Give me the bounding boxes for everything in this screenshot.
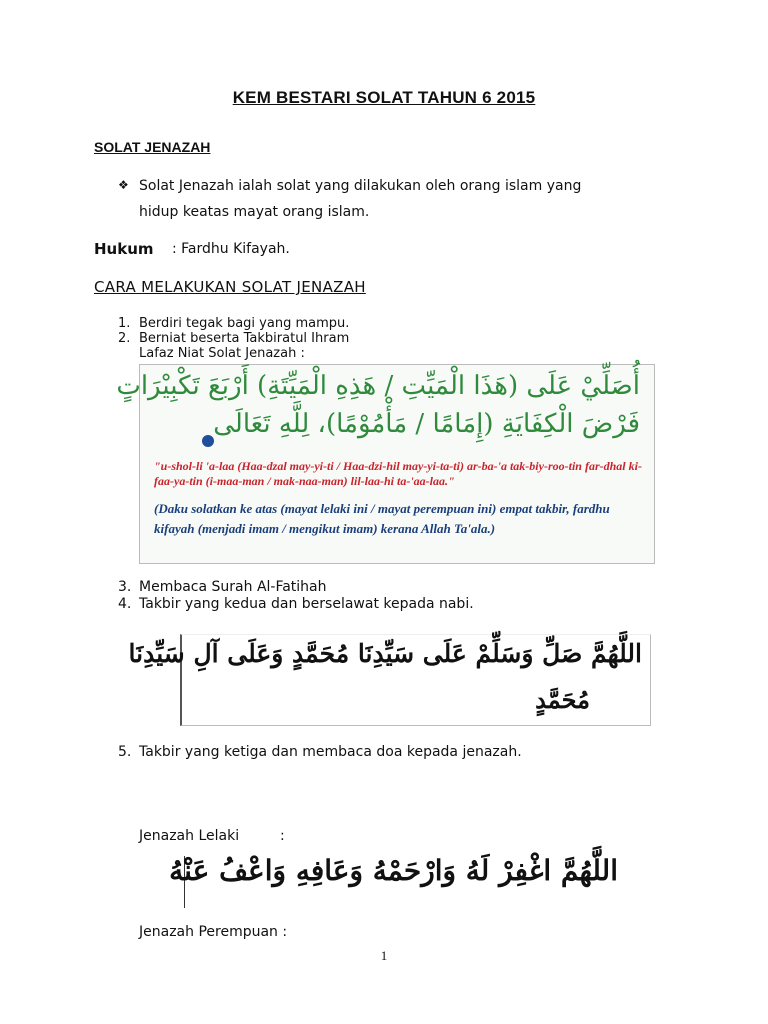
step-number: 1. xyxy=(118,316,131,331)
niat-image xyxy=(116,364,655,564)
step-text: Takbir yang ketiga dan membaca doa kepada jenazah. xyxy=(139,744,522,760)
step-number: 5. xyxy=(118,744,132,760)
step-text: Takbir yang kedua dan berselawat kepada nabi. xyxy=(139,596,474,612)
step-text: Membaca Surah Al-Fatihah xyxy=(139,579,327,595)
section-heading-solat-jenazah: SOLAT JENAZAH xyxy=(94,139,211,155)
definition-line-2: hidup keatas mayat orang islam. xyxy=(139,204,370,220)
jenazah-perempuan-label: Jenazah Perempuan : xyxy=(139,924,288,940)
niat-meaning: (Daku solatkan ke atas (mayat lelaki ini / mayat perempuan ini) empat takbir, fardhu kifayah (menjadi imam / mengikut imam) kerana Allah Ta'ala.) xyxy=(154,501,610,536)
step-text: Berdiri tegak bagi yang mampu. xyxy=(139,316,350,331)
hukum-label: Hukum xyxy=(94,240,154,258)
salawat-arabic-line-1: اللَّهُمَّ صَلِّ وَسَلِّمْ عَلَى سَيِّدِنَا مُحَمَّدٍ وَعَلَى آلِ سَيِّدِنَا xyxy=(128,639,642,668)
step-number: 4. xyxy=(118,596,132,612)
lafaz-niat-label: Lafaz Niat Solat Jenazah : xyxy=(139,346,305,361)
verse-end-icon xyxy=(202,435,214,447)
doa-lelaki-arabic: اللَّهُمَّ اغْفِرْ لَهُ وَارْحَمْهُ وَعَافِهِ وَاعْفُ عَنْهُ xyxy=(169,854,618,887)
salawat-arabic-line-2: مُحَمَّدٍ xyxy=(535,685,590,714)
jenazah-lelaki-label: Jenazah Lelaki xyxy=(139,828,240,844)
document-title: KEM BESTARI SOLAT TAHUN 6 2015 xyxy=(232,88,536,107)
step-number: 3. xyxy=(118,579,132,595)
niat-arabic-line-2: فَرْضَ الْكِفَايَةِ (إِمَامًا / مَأْمُوْمًا)، لِلَّهِ تَعَالَى xyxy=(213,409,640,439)
diamond-bullet-icon: ❖ xyxy=(118,178,129,192)
salawat-image xyxy=(128,634,651,726)
step-text: Berniat beserta Takbiratul Ihram xyxy=(139,331,350,346)
jenazah-lelaki-colon: : xyxy=(280,828,285,844)
step-number: 2. xyxy=(118,331,131,346)
section-heading-cara: CARA MELAKUKAN SOLAT JENAZAH xyxy=(94,278,366,296)
definition-line-1: Solat Jenazah ialah solat yang dilakukan oleh orang islam yang xyxy=(139,178,582,194)
page-number: 1 xyxy=(380,948,388,963)
doa-lelaki-image xyxy=(169,848,624,908)
niat-arabic-line-1: أُصَلِّيْ عَلَى (هَذَا الْمَيِّتِ / هَذِهِ الْمَيِّتَةِ) أَرْبَعَ تَكْبِيْرَاتٍ xyxy=(116,371,640,401)
niat-transliteration: "u-shol-li 'a-laa (Haa-dzal may-yi-ti / Haa-dzi-hil may-yi-ta-ti) ar-ba-'a tak-biy-roo-tin far-dhal ki-faa-ya-tin (i-maa-man / mak-naa-man) lil-laa-hi ta-'aa-laa." xyxy=(154,459,642,488)
hukum-value: : Fardhu Kifayah. xyxy=(172,241,290,257)
